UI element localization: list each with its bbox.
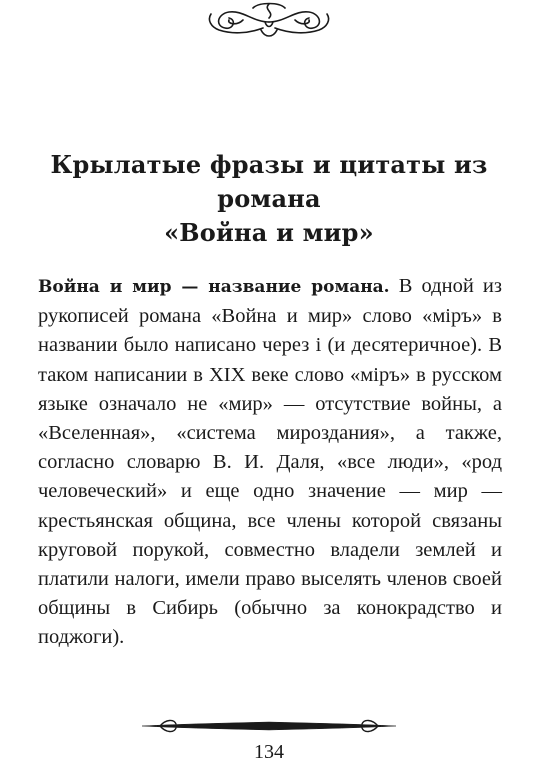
page-number: 134 bbox=[254, 741, 284, 763]
page-title bbox=[0, 148, 538, 250]
bottom-divider-ornament bbox=[140, 716, 398, 736]
title-line-2: «Война и мир» bbox=[164, 218, 374, 247]
title-line-1: Крылатые фразы и цитаты из романа bbox=[50, 150, 488, 213]
top-flourish-ornament bbox=[203, 0, 335, 44]
article-lead-phrase: Война и мир — название романа. bbox=[38, 277, 390, 297]
article-paragraph bbox=[38, 272, 502, 653]
article-body-text: В одной из рукописей романа «Война и мир» слово «міръ» в названии было написано через і (и десятеричное). В таком написании в XIX веке слово «міръ» в русском языке означало не «мир» — отсутствие войны, а «Вселенная», «система мироздания», а также, согласно словарю В. И. Даля, «все люди», «род человеческий» и еще одно значение — мир — крестьянская община, все члены которой связаны круговой порукой, совместно владели землей и платили налоги, имели право выселять членов своей общины в Сибирь (обычно за конокрадство и поджоги). bbox=[38, 275, 502, 649]
